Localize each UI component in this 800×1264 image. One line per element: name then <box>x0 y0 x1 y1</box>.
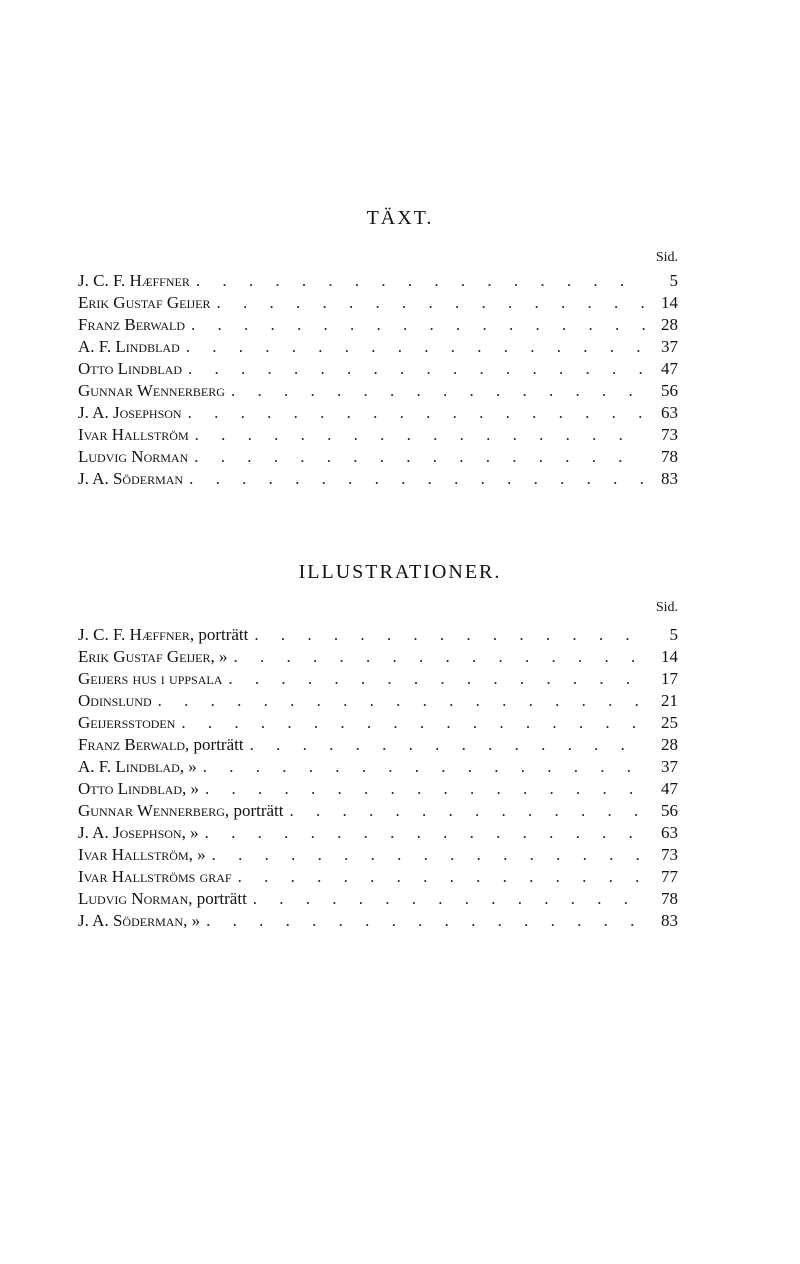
toc-page-number: 56 <box>661 801 678 820</box>
toc-entry-suffix: » <box>191 911 201 930</box>
toc-row <box>78 734 678 756</box>
dot-leader <box>175 712 646 734</box>
toc-entry-label: Odinslund <box>78 691 152 710</box>
toc-row <box>78 292 678 314</box>
toc-row <box>78 468 678 490</box>
toc-entry-label: J. A. Söderman, <box>78 911 188 930</box>
toc-entry-suffix: » <box>190 779 200 798</box>
toc-page-number: 17 <box>661 669 678 688</box>
toc-page-number: 5 <box>669 625 678 644</box>
toc-page-number: 47 <box>661 779 678 798</box>
text-contents-list <box>78 270 678 490</box>
dot-leader <box>283 800 646 822</box>
toc-entry-label: J. A. Josephson <box>78 403 182 422</box>
dot-leader <box>232 866 646 888</box>
toc-entry-label: A. F. Lindblad <box>78 337 180 356</box>
toc-entry-label: Franz Berwald <box>78 315 186 334</box>
toc-entry-label: Ludvig Norman <box>78 447 189 466</box>
toc-row <box>78 270 678 292</box>
toc-entry-label: Ivar Hallström, <box>78 845 193 864</box>
dot-leader <box>183 468 646 490</box>
toc-page-number: 14 <box>661 293 678 312</box>
dot-leader <box>180 336 646 358</box>
toc-page-number: 14 <box>661 647 678 666</box>
toc-entry-label: J. C. F. Hæffner, <box>78 625 195 644</box>
dot-leader <box>247 888 646 910</box>
toc-row <box>78 646 678 668</box>
toc-entry-label: Gunnar Wennerberg <box>78 381 225 400</box>
toc-page-number: 73 <box>661 845 678 864</box>
toc-row <box>78 314 678 336</box>
toc-row <box>78 624 678 646</box>
toc-entry-suffix: » <box>197 845 206 864</box>
toc-row <box>78 888 678 910</box>
dot-leader <box>152 690 646 712</box>
dot-leader <box>222 668 646 690</box>
toc-row <box>78 800 678 822</box>
toc-entry-label: Erik Gustaf Geijer, <box>78 647 215 666</box>
dot-leader <box>200 910 646 932</box>
dot-leader <box>248 624 646 646</box>
toc-entry-suffix: porträtt <box>193 735 244 754</box>
toc-page-number: 28 <box>661 315 678 334</box>
dot-leader <box>199 778 646 800</box>
toc-entry-suffix: porträtt <box>196 889 247 908</box>
toc-entry-suffix: porträtt <box>198 625 249 644</box>
dot-leader <box>182 402 646 424</box>
dot-leader <box>244 734 646 756</box>
toc-page-number: 47 <box>661 359 678 378</box>
toc-entry-label: A. F. Lindblad, <box>78 757 184 776</box>
toc-entry-label: Gunnar Wennerberg, <box>78 801 230 820</box>
toc-page-number: 5 <box>669 271 678 290</box>
toc-entry-label: Otto Lindblad <box>78 359 183 378</box>
text-section-title: TÄXT. <box>366 207 434 229</box>
toc-page-number: 78 <box>661 447 678 466</box>
text-page-column-label: Sid. <box>655 250 678 265</box>
toc-page-number: 21 <box>661 691 678 710</box>
toc-row <box>78 844 678 866</box>
toc-row <box>78 712 678 734</box>
toc-row <box>78 778 678 800</box>
toc-page-number: 63 <box>661 823 678 842</box>
toc-entry-label: Ivar Hallströms graf <box>78 867 232 886</box>
dot-leader <box>197 756 646 778</box>
toc-entry-label: Otto Lindblad, <box>78 779 187 798</box>
toc-page-number: 77 <box>661 867 678 886</box>
illustrations-page-column-label: Sid. <box>655 600 678 615</box>
toc-row <box>78 668 678 690</box>
toc-entry-label: J. C. F. Hæffner <box>78 271 190 290</box>
toc-row <box>78 446 678 468</box>
dot-leader <box>182 358 646 380</box>
toc-entry-suffix: » <box>188 757 197 776</box>
toc-row <box>78 402 678 424</box>
toc-row <box>78 380 678 402</box>
toc-entry-label: J. A. Josephson, <box>78 823 186 842</box>
toc-entry-label: J. A. Söderman <box>78 469 184 488</box>
toc-entry-label: Ivar Hallström <box>78 425 189 444</box>
dot-leader <box>190 270 646 292</box>
toc-page-number: 56 <box>661 381 678 400</box>
toc-page-number: 78 <box>661 889 678 908</box>
toc-row <box>78 424 678 446</box>
dot-leader <box>188 446 646 468</box>
illustrations-section-title: ILLUSTRATIONER. <box>298 561 502 583</box>
toc-page-number: 83 <box>661 911 678 930</box>
toc-entry-suffix: » <box>218 647 228 666</box>
toc-row <box>78 756 678 778</box>
dot-leader <box>227 646 646 668</box>
toc-row <box>78 358 678 380</box>
dot-leader <box>206 844 646 866</box>
dot-leader <box>225 380 646 402</box>
toc-row <box>78 910 678 932</box>
toc-page-number: 37 <box>661 337 678 356</box>
toc-row <box>78 822 678 844</box>
toc-entry-label: Geijers hus i uppsala <box>78 669 223 688</box>
toc-page-number: 25 <box>661 713 678 732</box>
toc-page-number: 63 <box>661 403 678 422</box>
toc-row <box>78 336 678 358</box>
toc-entry-label: Ludvig Norman, <box>78 889 193 908</box>
toc-entry-suffix: porträtt <box>233 801 284 820</box>
toc-page-number: 28 <box>661 735 678 754</box>
toc-page-number: 37 <box>661 757 678 776</box>
toc-page-number: 73 <box>661 425 678 444</box>
toc-row <box>78 690 678 712</box>
dot-leader <box>210 292 646 314</box>
dot-leader <box>189 424 646 446</box>
toc-page-number: 83 <box>661 469 678 488</box>
toc-entry-suffix: » <box>190 823 199 842</box>
dot-leader <box>199 822 646 844</box>
toc-entry-label: Erik Gustaf Geijer <box>78 293 211 312</box>
toc-entry-label: Geijersstoden <box>78 713 176 732</box>
toc-entry-label: Franz Berwald, <box>78 735 190 754</box>
illustrations-contents-list <box>78 624 678 932</box>
dot-leader <box>185 314 646 336</box>
toc-row <box>78 866 678 888</box>
